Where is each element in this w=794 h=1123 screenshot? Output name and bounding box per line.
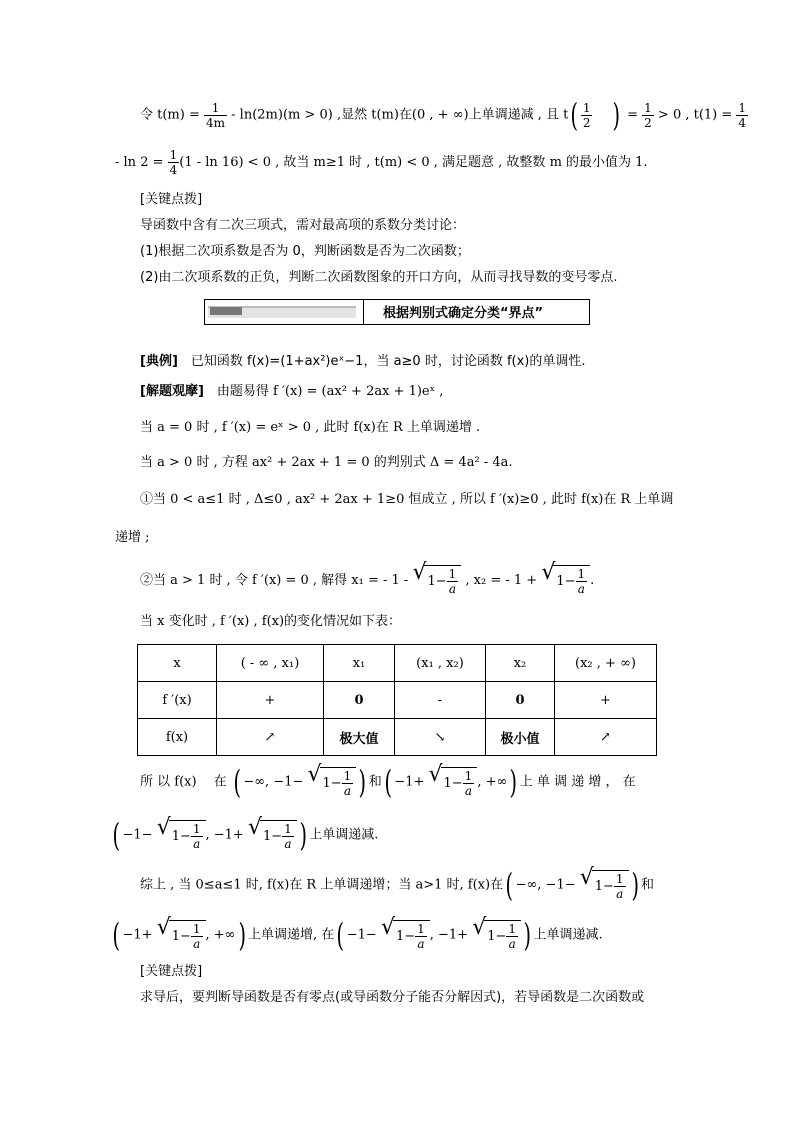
text: > 0 , t(1) =	[653, 107, 737, 123]
solution-text: 由题易得 f ′(x) = (ax² + 2ax + 1)eˣ ,	[203, 384, 444, 399]
case-line-4	[140, 565, 594, 596]
text: .	[590, 573, 595, 588]
key-point-line: 导函数中含有二次三项式，需对最高项的系数分类讨论：	[140, 218, 466, 233]
para-line-2	[115, 148, 648, 177]
table-cell: x₂	[486, 645, 555, 682]
text: - ln(2m)(m > 0) ,显然 t(m)在(0 , + ∞)上单调递减 , 且 t	[227, 107, 569, 123]
fraction: $\frac{1}{4}$	[738, 100, 747, 130]
summary-line-2: ( −1+ √ 1− $\frac{1}{a}$ , +∞) 上单调递增, 在( −1− √ 1− $\frac{1}{a}$ , −1+ √ 1− $\frac{1}{a}$ ) 上单调递减.	[110, 918, 603, 952]
banner-decoration	[208, 306, 356, 318]
fraction: $\frac{1}{2}$	[582, 100, 591, 130]
fraction: $\frac{1}{4m}$	[206, 100, 226, 130]
table-cell: 0	[486, 682, 555, 719]
table-cell: x₁	[324, 645, 395, 682]
table-cell: ↗	[555, 719, 657, 756]
text: (1 - ln 16) < 0 , 故当 m≥1 时 , t(m) < 0 , 满足题意 , 故整数 m 的最小值为 1.	[179, 155, 648, 170]
paren-left: (	[570, 96, 579, 134]
table-cell: ↗	[217, 719, 324, 756]
sqrt-expression: √ 1− $\frac{1}{a}$	[541, 565, 590, 596]
para-line-1	[140, 98, 748, 132]
case-line-3: ①当 0 < a≤1 时 , Δ≤0 , ax² + 2ax + 1≥0 恒成立 , 所以 f ′(x)≥0 , 此时 f(x)在 R 上单调	[140, 492, 674, 507]
key-point-heading: [关键点拨]	[140, 192, 203, 207]
fraction: $\frac{1}{2}$	[644, 100, 652, 130]
fraction: $\frac{1}{4}$	[169, 148, 178, 177]
text: - ln 2 =	[115, 155, 168, 170]
table-intro: 当 x 变化时 , f ′(x) , f(x)的变化情况如下表：	[140, 614, 402, 629]
table-cell: 极小值	[486, 719, 555, 756]
case-line-1: 当 a = 0 时 , f ′(x) = eˣ > 0 , 此时 f(x)在 R 上单调递增 .	[140, 420, 481, 435]
section-banner	[204, 299, 590, 325]
table-cell: x	[138, 645, 217, 682]
key-point-line: (1)根据二次项系数是否为 0，判断函数是否为二次函数；	[140, 244, 470, 259]
table-cell: f(x)	[138, 719, 217, 756]
table-cell: +	[217, 682, 324, 719]
text: ②当 a > 1 时 , 令 f ′(x) = 0 , 解得 x₁ = - 1 -	[140, 573, 413, 588]
example-label: [典例]	[140, 354, 178, 369]
conclusion-line-1: 所 以 f(x) 在 ( −∞, −1− √ 1− $\frac{1}{a}$ ) 和( −1+ √ 1− $\frac{1}{a}$ , +∞) 上 单 调 递 增 ， 在	[140, 765, 636, 799]
example-text: 已知函数 f(x)=(1+ax²)eˣ−1，当 a≥0 时，讨论函数 f(x)的单调性.	[177, 354, 586, 369]
table-row	[138, 719, 657, 756]
table-cell: ↘	[395, 719, 486, 756]
table-cell: -	[395, 682, 486, 719]
variation-table	[137, 644, 657, 756]
solution-line	[140, 382, 443, 402]
table-row	[138, 645, 657, 682]
text: =	[622, 107, 643, 123]
example-line	[140, 352, 586, 372]
case-line-3-cont: 递增 ;	[115, 530, 150, 545]
table-cell: 极大值	[324, 719, 395, 756]
summary-line-1: 综上 , 当 0≤a≤1 时, f(x)在 R 上单调递增；当 a>1 时, f(x)在( −∞, −1− √ 1− $\frac{1}{a}$ ) 和	[140, 868, 654, 902]
table-cell: (x₁ , x₂)	[395, 645, 486, 682]
table-cell: (x₂ , + ∞)	[555, 645, 657, 682]
paren-right: )	[612, 96, 621, 134]
key-point-line: (2)由二次项系数的正负，判断二次函数图象的开口方向，从而寻找导数的变号零点.	[140, 270, 618, 285]
table-cell: f ′(x)	[138, 682, 217, 719]
table-cell: 0	[324, 682, 395, 719]
table-cell: ( - ∞ , x₁)	[217, 645, 324, 682]
key-point-line: 求导后，要判断导函数是否有零点(或导函数分子能否分解因式)，若导函数是二次函数或	[140, 990, 645, 1005]
sqrt-expression: √ 1− $\frac{1}{a}$	[412, 565, 461, 596]
table-cell: +	[555, 682, 657, 719]
table-row	[138, 682, 657, 719]
text: , x₂ = - 1 +	[461, 573, 542, 588]
solution-label: [解题观摩]	[140, 384, 204, 399]
banner-title: 根据判别式确定分类“界点”	[383, 306, 544, 321]
text: 令 t(m) =	[140, 107, 204, 123]
case-line-2: 当 a > 0 时 , 方程 ax² + 2ax + 1 = 0 的判别式 Δ = 4a² - 4a.	[140, 455, 513, 470]
key-point-heading: [关键点拨]	[140, 964, 203, 979]
conclusion-line-2: ( −1− √ 1− $\frac{1}{a}$ , −1+ √ 1− $\frac{1}{a}$ ) 上单调递减.	[110, 818, 378, 852]
